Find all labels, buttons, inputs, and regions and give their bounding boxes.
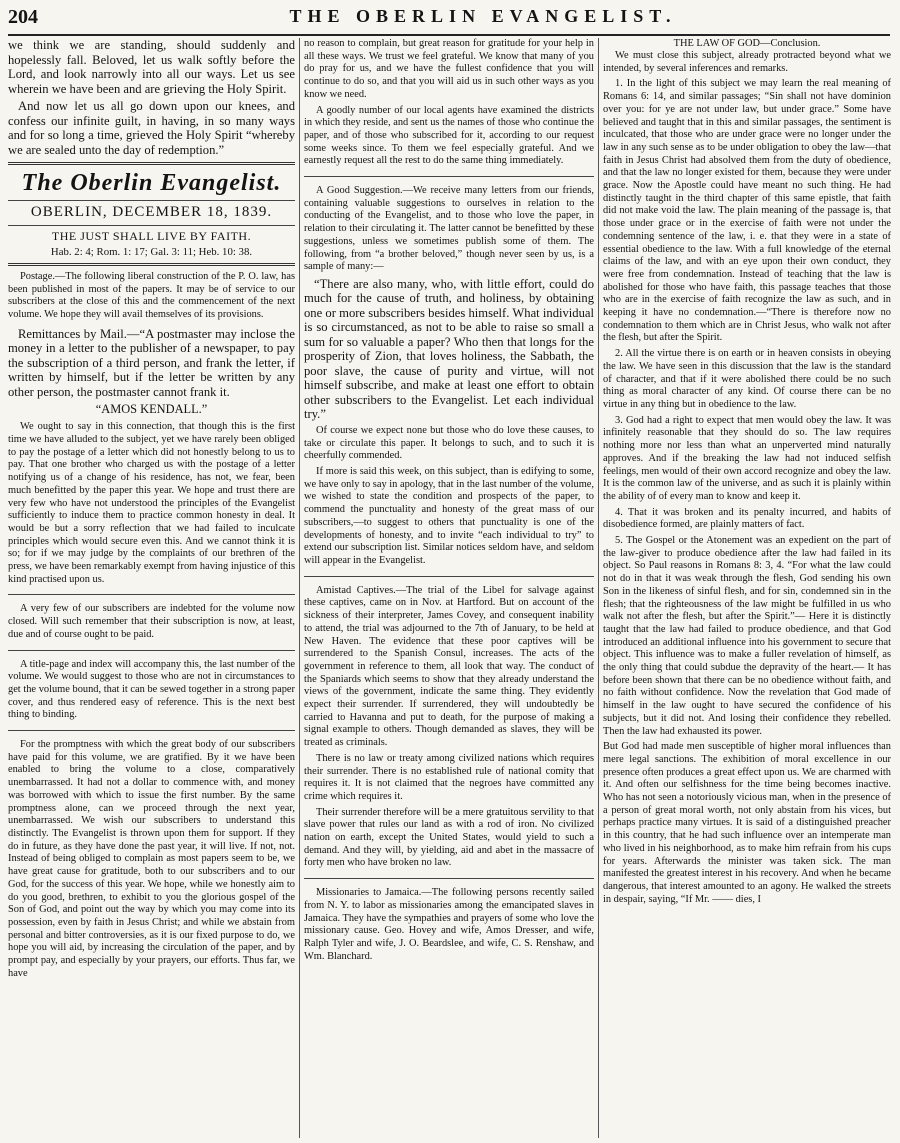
article-amistad-surrender: Their surrender therefore will be a mere gratuitous servility to that slave power that rules our land as with a rod of iron. No civilized nation on earth, except the United States, would yield to such a demand. And they will, by yielding, aid and abet in the massacre of forty men who have broken no law. [304,806,594,869]
article-missionaries: Missionaries to Jamaica.—The following persons recently sailed from N. Y. to labor as missionaries among the emancipated slaves in Jamaica. They have the sympathies and prayers of some who love the missionary cause. Geo. Hovey and wife, Amos Dresser, and wife, Ralph Tyler and wife, J. O. Beardslee, and wife, C. S. Renshaw, and Wm. Blanchard. [304,887,594,962]
column-1 [8,38,295,983]
divider [8,263,295,266]
running-head [8,4,890,36]
masthead: The Oberlin Evangelist. [21,170,282,196]
article-more: If more is said this week, on this subject, than is edifying to some, we have only to say in apology, that in the last number of the volume, we wished to state the condition and prospects of the paper, to commend the punctuality and honesty of the great mass of our subscribers,—to suggest to others that punctuality is one of the developments of honesty, and to invite “each individual to try” to extend our subscription list. Similar notices seldom have, and seldom will appear in the Evangelist. [304,466,594,566]
continued-text: no reason to complain, but great reason for gratitude for your help in all these ways. We trust we feel grateful. We know that many of you do pray for us, and we have the fullest confidence that you will continue to do so, and that you will aid us in such other ways as you know we need. [304,38,594,100]
article-postage: Postage.—The following liberal construction of the P. O. law, has been published in most of the papers. It may be of service to our subscribers at the close of this and the commencement of the next volume. We hope they will avail themselves of its provisions. [8,271,295,321]
article-postage-comment: We ought to say in this connection, that though this is the first time we have alluded to the subject, yet we have rarely been obliged to pay the postage of a letter which did not honestly belong to us to pay. That one brother who charged us with the postage of a letter notifying us of a change of his residence, has not, we fear, been much benefitted by the paper this year. We hope and trust there are very few who have not understood the principles of the Evangelist sufficiently to induce them to practice common honesty in deal. It would be but a sorry reflection that we had failed to inculcate principles which would secure even this. And we cannot think it is so; for if we may judge by the complaints of our brethren of the press, we have been remarkably exempt from having injustice of this kind practised upon us. [8,421,295,585]
divider [8,650,295,651]
law-point-1: 1. In the light of this subject we may learn the real meaning of Romans 6: 14, and similar passages; “Sin shall not have dominion over you: for ye are not under law, but under grace.” Some have believed and taught that in this and similar passages, the sentiment is inculcated, that those who are under grace were no longer under the law in any such sense as to be under obligation to obey the law—that faith in Jesus Christ had absolved them from the duty of obedience, and that the law no longer existed for them, because they were under grace. Now the Apostle could have meant no such thing. He had distinctly taught in the third chapter of this same epistle, that faith did not make void the law. The plain meaning of the passage is, that those under grace or in the exercise of faith were not under the condemning sentence of the law, i. e. that they were in a state of essential obedience to the law. With a full knowledge of the eternal claims of the law, and with an eye upon their own conduct, they were free from condemnation. Instead of teaching that the law is abolished for those who have faith, this passage teaches that those who are in the exercise of faith recognize the law as such, and in keeping it have no condemnation.—“There is therefore now no condemnation to them which are in Christ Jesus, who walk not after the flesh, but after the Spirit. [603,78,891,344]
quoted-letter: “There are also many, who, with little effort, could do much for the cause of truth, and holiness, by obtaining one or more subscribers besides himself. What individual is so circumstanced, as not to be able to raise so small a sum for so valuable a paper? Who then that longs for the prosperity of Zion, that loves holiness, the Sabbath, the poor slave, the cause of purity and virtue, will not himself subscribe, and make at least one effort to obtain other subscribers to the Evangelist. Let each individual try.” [304,276,594,422]
divider [8,200,295,201]
scripture-references: Hab. 2: 4; Rom. 1: 17; Gal. 3: 11; Heb. 10: 38. [50,246,253,258]
article-index: A title-page and index will accompany this, the last number of the volume. We would suggest to those who are not in circumstances to get the volume bound, that it can be sewed together in a strong paper cover, and thus rendered easy of reference. This is the next best thing to binding. [8,658,295,721]
running-title: THE OBERLIN EVANGELIST. [289,6,677,26]
article-good-suggestion: A Good Suggestion.—We receive many letters from our friends, containing valuable suggestions to ourselves in relation to the conducting of the Evangelist, and to those who love the paper, in relation to their circulating it. The latter cannot be benefitted by these suggestions, unless we sometimes publish some of them. The following, from “a brother beloved,” though never seen by us, is a sample of many:— [304,185,594,273]
continued-text-1: we think we are standing, should suddenly and hopelessly fall. Beloved, let us walk softly before the Lord, and look narrowly into all our ways. Let us see wherein we have been and are grieving the Holy Spirit. [8,38,295,96]
page-number: 204 [8,6,38,28]
law-point-5: 5. The Gospel or the Atonement was an expedient on the part of the law-giver to produce obedience after the law had failed in its object. So Paul reasons in Romans 8: 3, 4. “For what the law could not do in that it was weak through the flesh, God sending his own Son in the likeness of sinful flesh, and for sin, condemned sin in the flesh; that the righteousness of the law might be fulfilled in us who walk not after the flesh, but after the Spirit.”— Here it is distinctly taught that the law had failed to produce obedience, and that God introduced an additional influence into his government to secure that object. This influence was to make a fuller revelation of himself, as the only thing that could subdue the depravity of the heart.— It has before been shown that there can be no obedience without faith, and no faith without confidence. Now the revelation that God made of himself in the law ought to have secured the confidence of his subjects, but it did not. And losing their confidence they rebelled. Then the law had exhausted its power. [603,535,891,737]
column-3 [603,38,891,909]
law-point-6: But God had made men susceptible of higher moral influences than mere legal sanctions. The exhibition of moral excellence in our presence often produces a great effect upon us. We are charmed with it. And often our selfishness for the time being becomes inactive. Who has not seen a notoriously vicious man, when in the presence of a person of great moral worth, not only abstain from his vices, but perhaps practice many virtues. It is said of a distinguished preacher in this country, that he had such influence over an intemperate man who lived in his neighborhood, as to make him refrain from his cups for years. Afterwards the minister was taken sick. The man manifested the greatest interest in his recovery. And when he became dangerous, that interest amounted to an agony. He walked the streets in despair, saying, “If Mr. —— dies, I [603,741,891,905]
law-point-3: 3. God had a right to expect that men would obey the law. It was infinitely reasonable that they should do so. The law requires nothing more nor less than what an unperverted mind naturally approves. And if the breaking the law had not induced selfish feelings, men would of their own accord recognize and obey the law. It is the common law of the universe, and as such it is plainly within the ability of of every man to know and keep it. [603,414,891,502]
divider [8,225,295,226]
article-course: Of course we expect none but those who do love these causes, to take or circulate this paper. It belongs to such, and to such it is cheerfully commended. [304,424,594,462]
signature-kendall: “AMOS KENDALL.” [95,402,208,417]
law-intro: We must close this subject, already protracted beyond what we intended, by several inferences and remarks. [603,50,891,74]
article-remittances: Remittances by Mail.—“A postmaster may inclose the money in a letter to the publisher of a newspaper, to pay the subscription of a third person, and frank the letter, if written by himself, but if the letter be written by any other person, the postmaster cannot frank it. [8,326,295,399]
column-rule-2 [598,38,599,1138]
article-amistad: Amistad Captives.—The trial of the Libel for salvage against these captives, came on in Nov. at Hartford. But on account of the sickness of their interpreter, James Covey, and consequent inability to attend, the trial was adjourned to the 7th of January, to be held at New Haven. The evidence that these poor captives will be surrendered to the Spanish Consul, increases. The acts of the government in reference to them, all look that way. The conduct of the Spaniards which seems to show that they already understand the views of the government, indicate the same thing. They evidently expect their surrender. If surrendered, they will undoubtedly be carried to Havanna and put to death, for the purpose of making a signal example to others. Though demanded as slaves, they will be treated as criminals. [304,584,594,749]
law-point-2: 2. All the virtue there is on earth or in heaven consists in obeying the law. We have seen in this discussion that the law is the standard of character, and that if it were abolished there could be no such thing as moral character of any kind. Of course there can be no virtue in any thing but in obedience to the law. [603,348,891,410]
motto: THE JUST SHALL LIVE BY FAITH. [51,229,252,243]
divider [8,730,295,731]
divider [8,162,295,165]
divider [8,594,295,595]
divider [304,878,594,879]
column-rule-1 [299,38,300,1138]
article-title-law-of-god: THE LAW OF GOD—Conclusion. [673,38,821,49]
article-amistad-law: There is no law or treaty among civilized nations which requires their surrender. There is no established rule of national comity that requires it. It is not claimed that the negroes have committed any crime which requires it. [304,752,594,802]
divider [304,576,594,577]
article-promptness: For the promptness with which the great body of our subscribers have paid for this volume, we are gratified. By it we have been enabled to bring the volume to a close, comparatively unembarrassed. It had not a dollar to commence with, and money was borrowed with which to issue the first number. By the same promptness alone, can we proceed through the next year, unembarrassed. We wish our subscribers to understand this distinctly. The Evangelist is thrown upon them for support. If they do in future, as they have done the past year, it will live. If not, not. Instead of being obliged to complain as most papers seem to be, we have great cause for gratitude, both to our subscribers and to our God, for the success of this year. We hope, while we honestly aim to do you good, brethren, to exhibit to you the glorious gospel of the Son of God, and point out the way by which you may come into its possession, even by faith in Jesus Christ; and while we abstain from personal and bitter controversies, as it is our fixed purpose to do, we hope you will aid, by increasing the circulation of the paper, and by prompt pay, and especially by your prayers, our efforts. Thus far, we have [8,739,295,979]
column-2 [304,38,594,966]
continued-text-2: And now let us all go down upon our knees, and confess our infinite guilt, in having, in so many ways and for so long a time, grieved the Holy Spirit “whereby we are sealed unto the day of redemption.” [8,99,295,157]
divider [304,176,594,177]
article-indebted: A very few of our subscribers are indebted for the volume now closed. Will such remember that their subscription is now, at least, due and of course ought to be paid. [8,603,295,640]
article-agents: A goodly number of our local agents have examined the districts in which they reside, and sent us the names of those who continue the paper, and of those who subscribed for it, according to our request some weeks since. To them we feel especially grateful. And we earnestly request all the rest to do the same thing immediately. [304,104,594,167]
law-point-4: 4. That it was broken and its penalty incurred, and habits of disobedience formed, are plainly matters of fact. [603,506,891,531]
dateline: OBERLIN, DECEMBER 18, 1839. [30,204,273,220]
